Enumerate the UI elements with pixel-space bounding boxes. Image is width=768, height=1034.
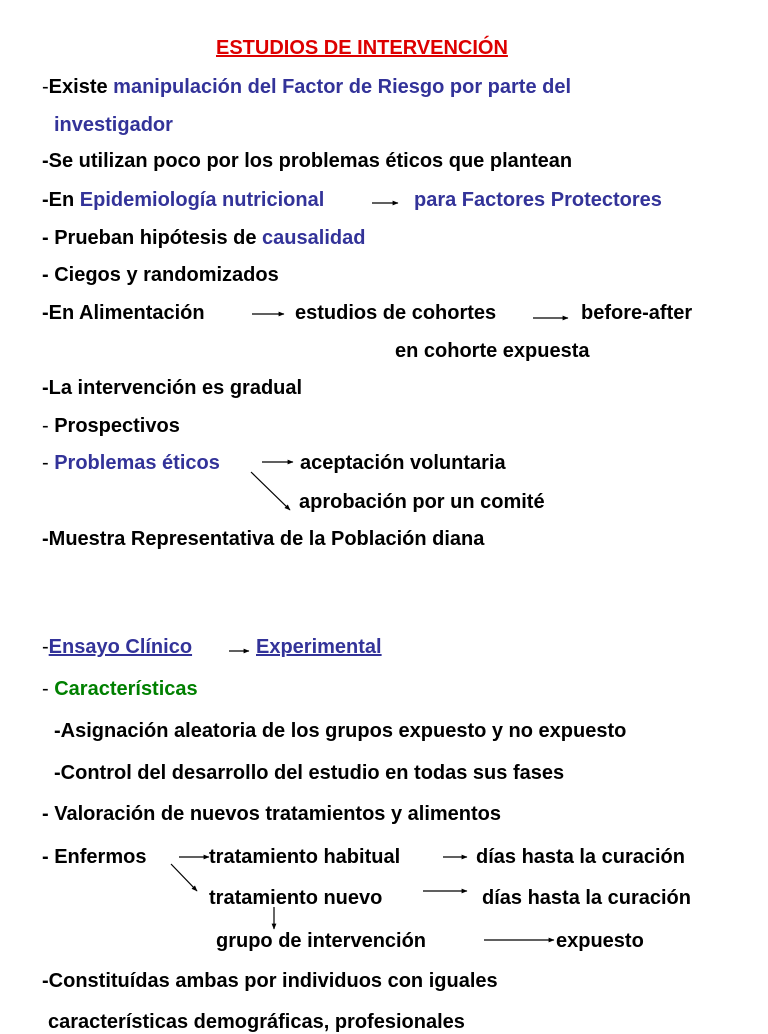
bullet-text: - Prueban hipótesis de <box>42 227 263 249</box>
days-to-cure-text-2: días hasta la curación <box>482 887 691 909</box>
page-title: ESTUDIOS DE INTERVENCIÓN <box>216 37 508 59</box>
bullet-random-assignment: -Asignación aleatoria de los grupos expuesto y no expuesto <box>54 720 627 742</box>
bullet-patients: - Enfermos <box>42 846 147 868</box>
intervention-group-text: grupo de intervención <box>216 930 427 952</box>
bullet-new-treatments: - Valoración de nuevos tratamientos y alimentos <box>42 803 502 825</box>
bullet-dash: - <box>42 452 55 474</box>
bullet-food: -En Alimentación <box>42 302 205 324</box>
highlight-text: causalidad <box>262 227 366 249</box>
characteristics-text: Características <box>54 678 198 700</box>
bullet-dash: - <box>42 415 55 437</box>
bullet-study-control: -Control del desarrollo del estudio en todas sus fases <box>54 762 565 784</box>
cohort-studies-text: estudios de cohortes <box>295 302 497 324</box>
days-to-cure-text: días hasta la curación <box>476 846 685 868</box>
voluntary-acceptance-text: aceptación voluntaria <box>300 452 506 474</box>
highlight-text: manipulación del Factor de Riesgo por parte del <box>113 76 572 98</box>
bullet-dash: - <box>42 636 49 658</box>
bullet-both-groups: -Constituídas ambas por individuos con iguales <box>42 970 498 992</box>
experimental-text: Experimental <box>256 636 382 658</box>
before-after-text: before-after <box>581 302 693 324</box>
exposed-text: expuesto <box>556 930 644 952</box>
bullet-dash: - <box>42 678 55 700</box>
bullet-ethics-use: -Se utilizan poco por los problemas éticos que plantean <box>42 150 573 172</box>
committee-approval-text: aprobación por un comité <box>299 491 545 513</box>
bullet-text: Existe <box>48 76 114 98</box>
new-treatment-text: tratamiento nuevo <box>209 887 383 909</box>
protective-factors-text: para Factores Protectores <box>414 189 662 211</box>
clinical-trial-text: Ensayo Clínico <box>48 636 193 658</box>
bullet-text: -En <box>42 189 80 211</box>
bullet-both-groups-cont: características demográficas, profesionales <box>48 1011 465 1033</box>
bullet-gradual: -La intervención es gradual <box>42 377 303 399</box>
arrow-ethics-diag <box>251 472 290 510</box>
bullet-manipulation-cont: investigador <box>54 114 173 136</box>
highlight-text: Problemas éticos <box>54 452 220 474</box>
bullet-dash: - <box>42 76 49 98</box>
bullet-representative-sample: -Muestra Representativa de la Población diana <box>42 528 485 550</box>
arrow-patients-diag <box>171 864 197 891</box>
exposed-cohort-text: en cohorte expuesta <box>395 340 590 362</box>
bullet-text: Prospectivos <box>54 415 180 437</box>
usual-treatment-text: tratamiento habitual <box>209 846 401 868</box>
bullet-blind-randomized: - Ciegos y randomizados <box>42 264 279 286</box>
highlight-text: Epidemiología nutricional <box>79 189 325 211</box>
